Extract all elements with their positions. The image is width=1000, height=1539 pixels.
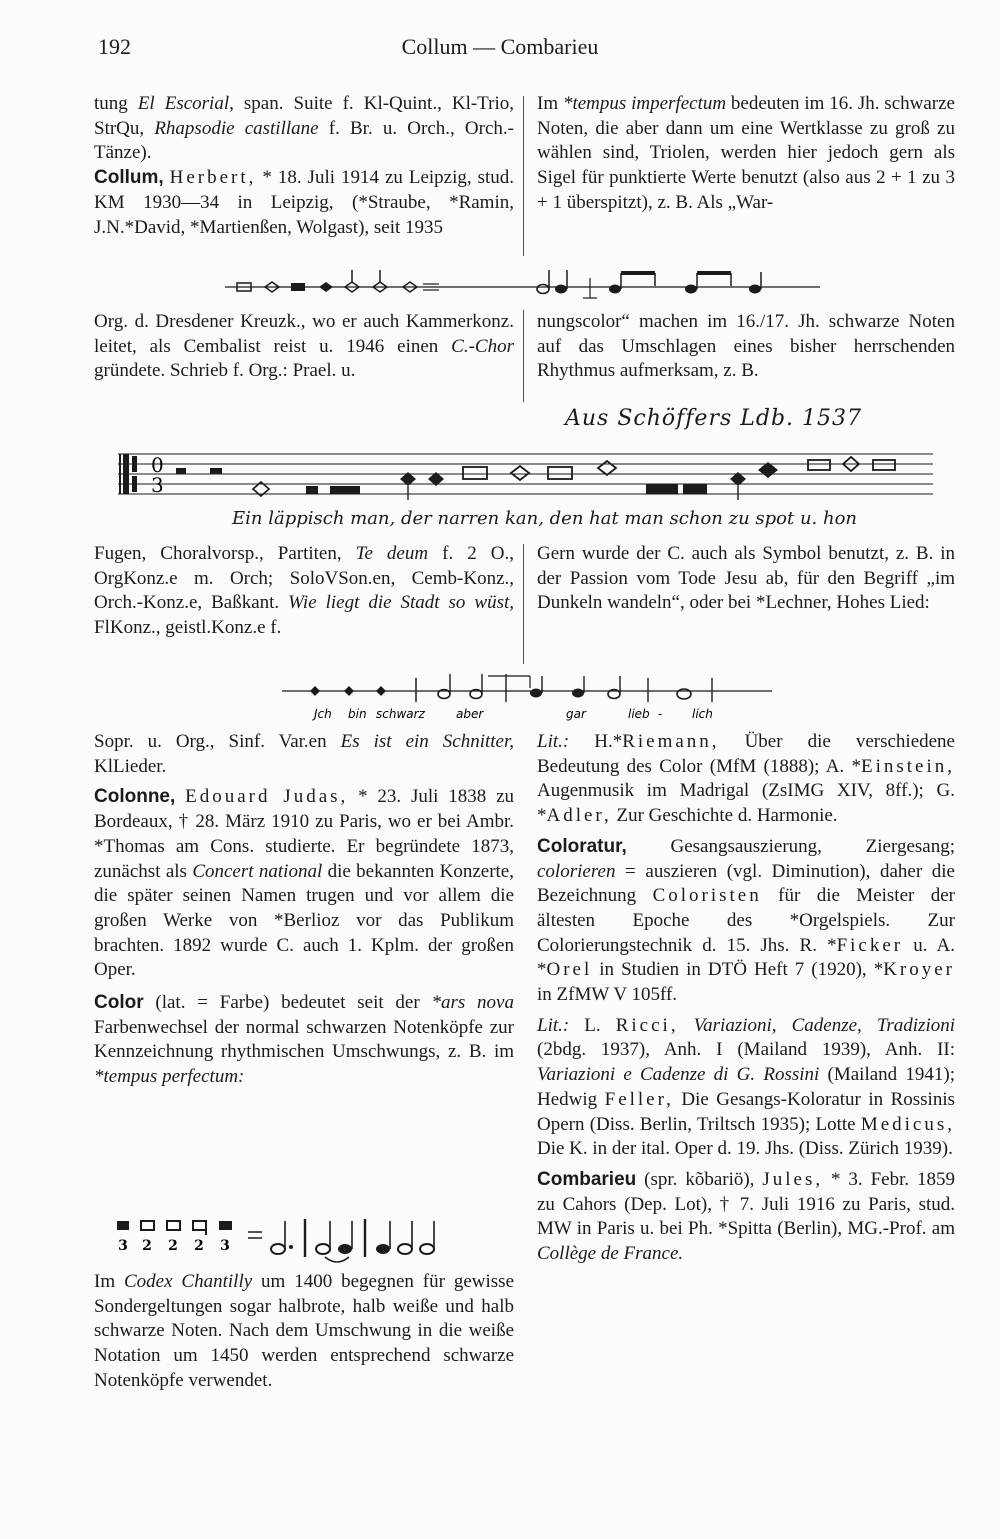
count-3: 2: [168, 1238, 178, 1254]
entry-collum: Collum, Herbert, * 18. Juli 1914 zu Leipzig, stud. KM 1930—34 in Leipzig, (*Straube, *Ramin, J.N.*David, *Martienßen, Wolgast), seit 1935: [94, 167, 514, 238]
entry-collum-end: Sopr. u. Org., Sinf. Var.en Es ist ein Schnitter, KlLieder.: [94, 731, 515, 777]
page-number: 192: [98, 34, 131, 59]
left-col-block-4: [94, 730, 514, 1090]
music-example-warnungscolor: [225, 270, 820, 300]
right-col-block-2: [537, 310, 955, 384]
running-title: Collum — Combarieu: [401, 34, 599, 59]
entry-warnungscolor: nungscolor“ machen im 16./17. Jh. schwarze Noten auf das Umschlagen eines bisher herrschenden Rhythmus aufmerksam, z. B.: [537, 311, 955, 382]
count-1: 3: [118, 1238, 128, 1254]
entry-coloratur: Coloratur, Gesangsauszierung, Ziergesang; colorieren = auszieren (vgl. Diminution), daher die Bezeichnung Coloristen für die Meister der ältesten Epoche des *Orgelspiels. Zur Colorierungstechnik d. 15. Jhs. R. *Ficker u. A. *Orel in Studien in DTÖ Heft 7 (1920), *Kroyer in ZfMW V 105ff.: [537, 835, 955, 1006]
lyric-3: schwarz: [376, 707, 425, 721]
entry-collum-works: Fugen, Choralvorsp., Partiten, Te deum f. 2 O., OrgKonz.e m. Orch; SoloVSon.en, Cemb-Konz., Orch.-Konz.e, Baßkant. Wie liegt die Stadt so wüst, FlKonz., geistl.Konz.e f.: [94, 543, 514, 639]
lyric-4: aber: [456, 707, 484, 721]
lyric-8: lich: [692, 707, 713, 721]
lyric-7: -: [658, 707, 663, 721]
count-4: 2: [194, 1238, 204, 1254]
left-col-block-5: [94, 1270, 514, 1394]
entry-combarieu: Combarieu (spr. kõbariö), Jules, * 3. Febr. 1859 zu Cahors (Dep. Lot), † 7. Juli 1916 zu Paris, stud. MW in Paris u. bei Ph. *Spitta (Berlin), MG.-Prof. am Collège de France.: [537, 1168, 955, 1265]
entry-collum-cont: Org. d. Dresdener Kreuzk., wo er auch Kammerkonz. leitet, als Cembalist reist u. 1946 einen C.-Chor gründete. Schrieb f. Org.: Prael. u.: [94, 311, 514, 382]
right-col-block-1: [537, 92, 955, 216]
column-rule: [523, 96, 524, 256]
entry-colonne: Colonne, Edouard Judas, * 23. Juli 1838 zu Bordeaux, † 28. März 1910 zu Paris, wo er bei Ambr. *Thomas am Cons. studierte. Er begründete 1873, zunächst als Concert national die bekannten Konzerte, die später seinen Namen trugen und vor allem die großen Werke von *Berlioz vor das Publikum brachten. 1892 wurde C. auch 1. Kplm. der großen Oper.: [94, 786, 515, 981]
mensuration-three: 3: [151, 473, 164, 497]
lyric-5: gar: [566, 707, 586, 721]
left-col-block-3: [94, 542, 514, 641]
mensuration-zero: 0: [151, 453, 164, 477]
count-2: 2: [142, 1238, 152, 1254]
entry-coloratur-lit: Lit.: L. Ricci, Variazioni, Cadenze, Tradizioni (2bdg. 1937), Anh. I (Mailand 1939), Anh. II: Variazioni e Cadenze di G. Rossini (Mailand 1941); Hedwig Feller, Die Gesangs-Koloratur in Rossinis Opern (Diss. Berlin, Triltsch 1935); Lotte Medicus, Die K. in der ital. Oper d. 19. Jhs. (Diss. Zürich 1939).: [537, 1014, 956, 1160]
music-example-schoeffer: [118, 446, 933, 504]
schoeffer-title: Aus Schöffers Ldb. 1537: [565, 406, 863, 431]
column-rule: [523, 544, 524, 664]
lyric-6: lieb: [628, 707, 650, 721]
lyric-2: bin: [348, 707, 367, 721]
entry-el-escorial: tung El Escorial, span. Suite f. Kl-Quint., Kl-Trio, StrQu, Rhapsodie castillane f. Br. u. Orch., Orch.-Tänze).: [94, 93, 514, 164]
column-rule: [523, 310, 524, 402]
left-col-block-2: [94, 310, 514, 384]
right-col-block-4: [537, 730, 955, 1267]
entry-color-chantilly: Im Codex Chantilly um 1400 begegnen für gewisse Sondergeltungen sogar halbrote, halb weiße und halb schwarze Noten. Nach dem Umschwung in die weiße Notation um 1450 werden entsprechend schwarze Notenköpfe verwendet.: [94, 1271, 514, 1391]
music-example-lechner: [282, 672, 782, 724]
entry-color: Color (lat. = Farbe) bedeutet seit der *ars nova Farbenwechsel der normal schwarzen Notenköpfe zur Kennzeichnung rhythmischen Umschwungs, z. B. im *tempus perfectum:: [94, 992, 514, 1088]
right-col-block-3: [537, 542, 955, 616]
count-5: 3: [220, 1238, 230, 1254]
left-col-block-1: [94, 92, 514, 240]
entry-color-lit: Lit.: H.*Riemann, Über die verschiedene Bedeutung des Color (MfM (1888); A. *Einstein, Augenmusik im Madrigal (ZsIMG XIV, 8ff.); G. *Adler, Zur Geschichte d. Harmonie.: [537, 731, 955, 827]
music-example-tempus-perfectum: [115, 1215, 475, 1265]
lyric-1: Jch: [314, 707, 332, 721]
schoeffer-lyric: Ein läppisch man, der narren kan, den hat man schon zu spot u. hon: [232, 508, 857, 529]
entry-color-symbol: Gern wurde der C. auch als Symbol benutzt, z. B. in der Passion vom Tode Jesu ab, für den Begriff „im Dunkeln wandeln“, oder bei *Lechner, Hohes Lied:: [537, 543, 955, 614]
entry-tempus-imperfectum: Im *tempus imperfectum bedeuten im 16. Jh. schwarze Noten, die aber dann um eine Wertklasse zu groß zu wählen sind, Triolen, werden hier jedoch gern als Sigel für punktierte Werte benutzt (also aus 2 + 1 zu 3 + 1 überspitzt), z. B. Als „War-: [537, 93, 955, 213]
